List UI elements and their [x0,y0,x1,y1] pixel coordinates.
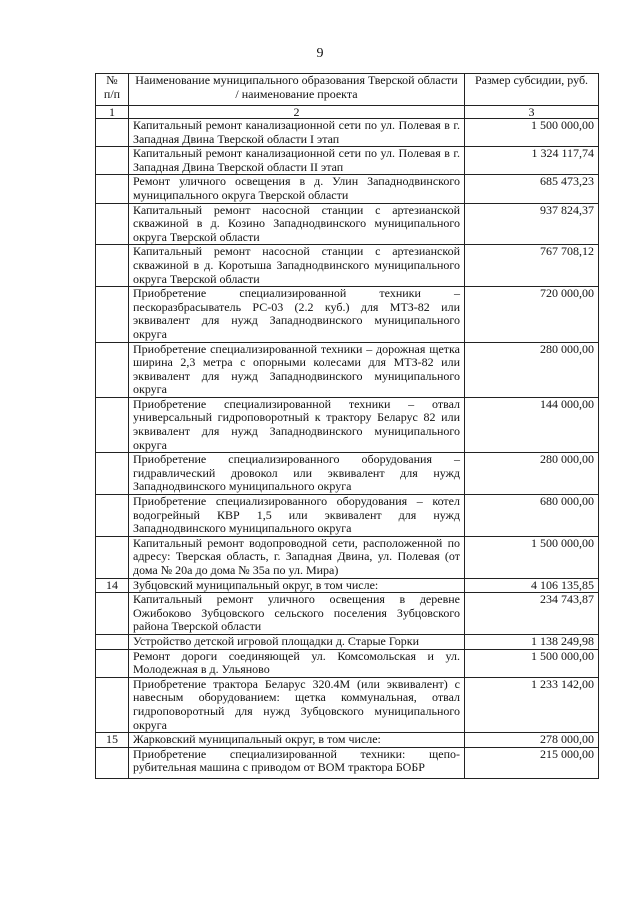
row-number [96,287,129,342]
table-row [96,733,599,748]
project-name: Приобретение специализированной техники: щепо-рубительная машина с приводом от ВОМ трактора БОБР [129,747,465,778]
subsidy-amount: 680 000,00 [465,495,599,537]
project-name: Приобретение специализированной техники – дорожная щетка ширина 2,3 метра с опорными колесами для МТЗ-82 или эквивалент для нужд Западнодвинского муниципального округа [129,342,465,397]
table-row [96,677,599,732]
subsidy-amount: 1 324 117,74 [465,147,599,175]
table-row [96,245,599,287]
table-row [96,147,599,175]
project-name: Капитальный ремонт насосной станции с артезианской скважиной в д. Коротыша Западнодвинского муниципального округа Тверской области [129,245,465,287]
subsidy-amount: 1 500 000,00 [465,536,599,578]
row-number [96,677,129,732]
row-number [96,649,129,677]
subsidy-amount: 144 000,00 [465,397,599,452]
project-name: Приобретение специализированного оборудования – гидравлический дровокол или эквивалент для нужд Западнодвинского муниципального округа [129,453,465,495]
column-index: 1 [96,106,129,119]
subsidy-amount: 1 500 000,00 [465,119,599,147]
header-amount: Размер субсидии, руб. [465,74,599,106]
row-number [96,147,129,175]
table-header-row [96,74,599,106]
subsidy-amount: 1 233 142,00 [465,677,599,732]
subsidy-amount: 720 000,00 [465,287,599,342]
project-name: Устройство детской игровой площадки д. Старые Горки [129,634,465,649]
table-row [96,536,599,578]
row-number [96,342,129,397]
row-number: 14 [96,578,129,593]
table-row [96,593,599,635]
subsidy-amount: 1 138 249,98 [465,634,599,649]
table-row [96,453,599,495]
row-number [96,245,129,287]
project-name: Капитальный ремонт уличного освещения в деревне Ожибоково Зубцовского сельского поселения Зубцовского района Тверской области [129,593,465,635]
subsidy-amount: 4 106 135,85 [465,578,599,593]
table-row [96,634,599,649]
project-name: Ремонт дороги соединяющей ул. Комсомольская и ул. Молодежная в д. Ульяново [129,649,465,677]
project-name: Капитальный ремонт канализационной сети по ул. Полевая в г. Западная Двина Тверской области II этап [129,147,465,175]
subsidy-amount: 280 000,00 [465,453,599,495]
row-number [96,747,129,778]
page-number: 9 [316,46,324,61]
table-row [96,397,599,452]
project-name: Приобретение специализированного оборудования – котел водогрейный КВР 1,5 или эквивалент для нужд Западнодвинского муниципального округа [129,495,465,537]
table-row [96,747,599,778]
row-number [96,397,129,452]
project-name: Ремонт уличного освещения в д. Улин Западнодвинского муниципального округа Тверской области [129,175,465,203]
table-row [96,119,599,147]
table-row [96,287,599,342]
table-row [96,578,599,593]
subsidy-amount: 685 473,23 [465,175,599,203]
subsidy-amount: 1 500 000,00 [465,649,599,677]
project-name: Приобретение специализированной техники – пескоразбрасыватель РС-03 (2.2 куб.) для МТЗ-82 или эквивалент для нужд Западнодвинского муниципального округа [129,287,465,342]
project-name: Капитальный ремонт насосной станции с артезианской скважиной в д. Козино Западнодвинского муниципального округа Тверской области [129,203,465,245]
column-index: 2 [129,106,465,119]
subsidy-amount: 937 824,37 [465,203,599,245]
row-number: 15 [96,733,129,748]
row-number [96,453,129,495]
row-number [96,495,129,537]
table-row [96,175,599,203]
subsidy-table [95,73,599,779]
project-name: Приобретение специализированной техники – отвал универсальный гидроповоротный к трактору Беларус 82 или эквивалент для нужд Западнодвинского муниципального округа [129,397,465,452]
project-name: Капитальный ремонт канализационной сети по ул. Полевая в г. Западная Двина Тверской области I этап [129,119,465,147]
row-number [96,634,129,649]
project-name: Зубцовский муниципальный округ, в том числе: [129,578,465,593]
subsidy-amount: 280 000,00 [465,342,599,397]
table-row [96,495,599,537]
table-row [96,342,599,397]
column-index-row [96,106,599,119]
row-number [96,203,129,245]
row-number [96,119,129,147]
subsidy-amount: 215 000,00 [465,747,599,778]
project-name: Приобретение трактора Беларус 320.4М (или эквивалент) с навесным оборудованием: щетка коммунальная, отвал гидроповоротный для нужд Зубцовского муниципального округа [129,677,465,732]
subsidy-amount: 234 743,87 [465,593,599,635]
project-name: Капитальный ремонт водопроводной сети, расположенной по адресу: Тверская область, г. Западная Двина, ул. Полевая (от дома № 20а до дома № 35а по ул. Мира) [129,536,465,578]
subsidy-amount: 278 000,00 [465,733,599,748]
column-index: 3 [465,106,599,119]
project-name: Жарковский муниципальный округ, в том числе: [129,733,465,748]
row-number [96,593,129,635]
row-number [96,175,129,203]
table-row [96,203,599,245]
subsidy-amount: 767 708,12 [465,245,599,287]
header-num: № п/п [96,74,129,106]
row-number [96,536,129,578]
table-row [96,649,599,677]
header-name: Наименование муниципального образования Тверской области / наименование проекта [129,74,465,106]
